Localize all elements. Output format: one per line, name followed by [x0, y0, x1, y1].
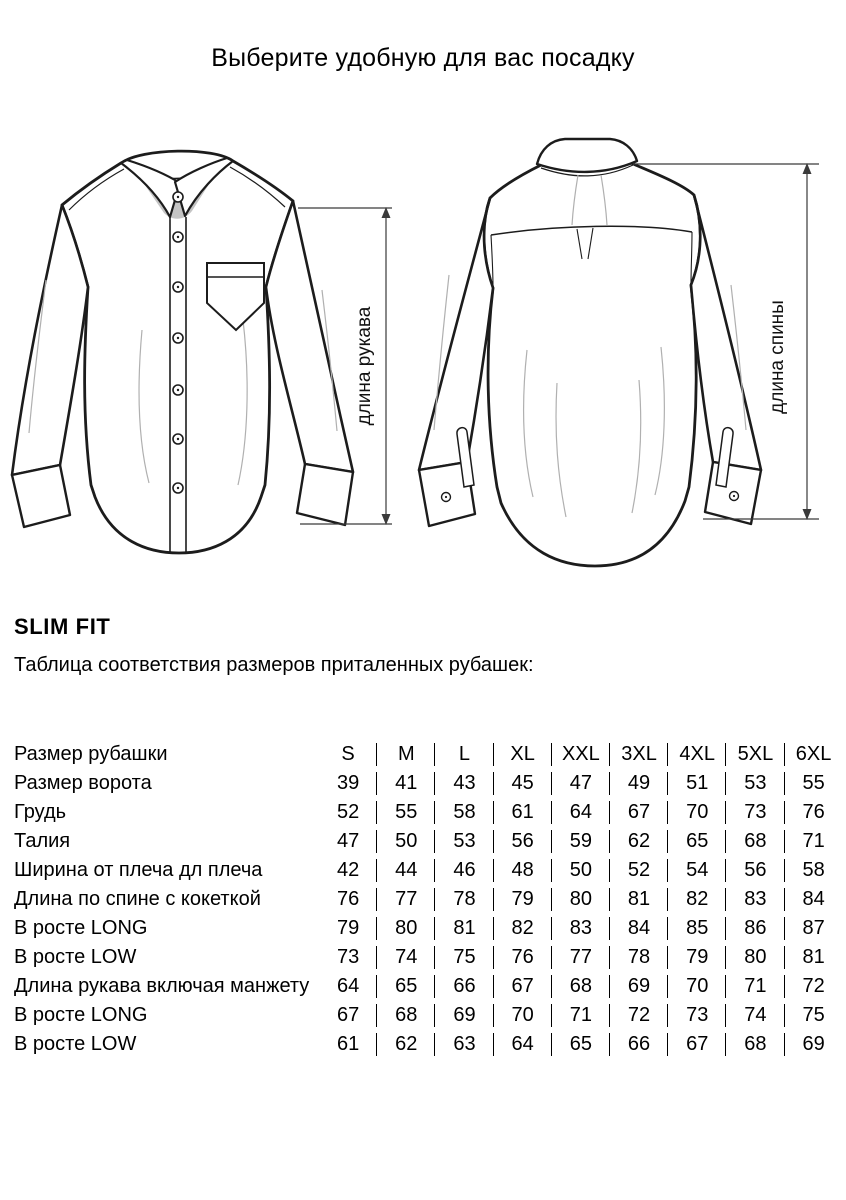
row-label: Длина рукава включая манжету [14, 975, 310, 997]
table-cell: 86 [726, 914, 784, 943]
row-label: Грудь [14, 801, 67, 823]
table-cell: 55 [802, 772, 825, 794]
table-cell: 84 [802, 888, 825, 910]
row-label: Размер ворота [14, 772, 152, 794]
table-cell: 72 [610, 1001, 668, 1030]
table-cell: 79 [494, 885, 552, 914]
table-cell: 6XL [795, 743, 832, 765]
table-cell: 51 [668, 769, 726, 798]
table-cell: 61 [319, 1030, 377, 1059]
shirt-back-left-sleeve [419, 198, 493, 470]
table-cell: 71 [552, 1001, 610, 1030]
table-cell: 69 [610, 972, 668, 1001]
table-row [0, 856, 846, 885]
table-cell: 78 [435, 885, 493, 914]
table-cell: 50 [552, 856, 610, 885]
table-cell: 49 [610, 769, 668, 798]
table-cell: 81 [802, 946, 825, 968]
table-cell: S [319, 740, 377, 769]
table-cell: 67 [610, 798, 668, 827]
table-cell: 48 [494, 856, 552, 885]
table-cell: 42 [319, 856, 377, 885]
table-cell: 68 [377, 1001, 435, 1030]
table-cell: 76 [494, 943, 552, 972]
table-cell: 82 [668, 885, 726, 914]
table-cell: 80 [377, 914, 435, 943]
table-cell: 39 [319, 769, 377, 798]
shirt-front-right-sleeve [266, 201, 353, 472]
table-cell: 72 [802, 975, 825, 997]
table-cell: 47 [552, 769, 610, 798]
table-row [0, 1001, 846, 1030]
table-cell: 52 [610, 856, 668, 885]
row-label: Талия [14, 830, 71, 852]
table-cell: 69 [802, 1033, 825, 1055]
table-cell: 70 [668, 798, 726, 827]
table-cell: 67 [668, 1030, 726, 1059]
row-label: В росте LONG [14, 1004, 148, 1026]
table-cell: 54 [668, 856, 726, 885]
table-cell: 81 [610, 885, 668, 914]
table-cell: 76 [802, 801, 825, 823]
shirt-diagrams [0, 125, 846, 595]
table-cell: 66 [610, 1030, 668, 1059]
table-cell: 44 [377, 856, 435, 885]
table-row [0, 1030, 846, 1059]
table-cell: 4XL [668, 740, 726, 769]
table-cell: 56 [726, 856, 784, 885]
table-row [0, 740, 846, 769]
table-cell: 73 [668, 1001, 726, 1030]
table-cell: 62 [377, 1030, 435, 1059]
table-cell: 70 [668, 972, 726, 1001]
table-cell: 79 [319, 914, 377, 943]
fit-heading: SLIM FIT [14, 614, 111, 639]
table-cell: 65 [377, 972, 435, 1001]
table-cell: 59 [552, 827, 610, 856]
table-cell: 83 [552, 914, 610, 943]
table-cell: L [435, 740, 493, 769]
table-row [0, 827, 846, 856]
table-cell: 74 [726, 1001, 784, 1030]
table-row [0, 769, 846, 798]
table-cell: 70 [494, 1001, 552, 1030]
shirt-back-drawing [405, 125, 846, 595]
table-cell: 71 [726, 972, 784, 1001]
table-cell: 47 [319, 827, 377, 856]
shirt-front-right-cuff [297, 464, 353, 525]
back-length-label: длина спины [767, 300, 788, 414]
table-cell: 61 [494, 798, 552, 827]
row-label: В росте LONG [14, 917, 148, 939]
table-cell: 82 [494, 914, 552, 943]
table-cell: M [377, 740, 435, 769]
table-cell: XL [494, 740, 552, 769]
table-cell: 75 [802, 1004, 825, 1026]
table-cell: 55 [377, 798, 435, 827]
table-cell: 58 [435, 798, 493, 827]
table-cell: 73 [726, 798, 784, 827]
table-row [0, 914, 846, 943]
table-cell: 41 [377, 769, 435, 798]
row-label: В росте LOW [14, 946, 137, 968]
table-row [0, 943, 846, 972]
table-cell: 74 [377, 943, 435, 972]
page-title: Выберите удобную для вас посадку [211, 44, 635, 72]
table-cell: 65 [552, 1030, 610, 1059]
table-cell: 68 [552, 972, 610, 1001]
table-cell: 75 [435, 943, 493, 972]
row-label: Ширина от плеча дл плеча [14, 859, 263, 881]
table-cell: 87 [802, 917, 825, 939]
table-cell: 5XL [726, 740, 784, 769]
table-row [0, 798, 846, 827]
table-cell: 46 [435, 856, 493, 885]
table-cell: 73 [319, 943, 377, 972]
table-cell: 77 [552, 943, 610, 972]
table-cell: 3XL [610, 740, 668, 769]
table-cell: 58 [802, 859, 825, 881]
table-cell: 83 [726, 885, 784, 914]
size-table [0, 740, 846, 1059]
table-cell: 68 [726, 1030, 784, 1059]
table-cell: 66 [435, 972, 493, 1001]
table-cell: 56 [494, 827, 552, 856]
table-cell: 63 [435, 1030, 493, 1059]
row-label: В росте LOW [14, 1033, 137, 1055]
table-cell: 52 [319, 798, 377, 827]
table-row [0, 972, 846, 1001]
table-caption: Таблица соответствия размеров приталенных рубашек: [14, 654, 534, 676]
shirt-front-left-sleeve [12, 205, 88, 475]
shirt-front-left-cuff [12, 465, 70, 527]
row-label: Размер рубашки [14, 743, 168, 765]
table-cell: 81 [435, 914, 493, 943]
table-cell: 45 [494, 769, 552, 798]
table-cell: 67 [494, 972, 552, 1001]
table-cell: 64 [319, 972, 377, 1001]
table-cell: 43 [435, 769, 493, 798]
table-cell: XXL [552, 740, 610, 769]
table-cell: 78 [610, 943, 668, 972]
table-row [0, 885, 846, 914]
table-cell: 53 [435, 827, 493, 856]
table-cell: 50 [377, 827, 435, 856]
sleeve-length-label: длина рукава [354, 306, 375, 426]
table-cell: 79 [668, 943, 726, 972]
table-cell: 77 [377, 885, 435, 914]
table-cell: 67 [319, 1001, 377, 1030]
shirt-back-body [484, 158, 700, 566]
table-cell: 71 [802, 830, 825, 852]
table-cell: 80 [726, 943, 784, 972]
table-cell: 76 [319, 885, 377, 914]
table-cell: 65 [668, 827, 726, 856]
table-cell: 64 [552, 798, 610, 827]
row-label: Длина по спине с кокеткой [14, 888, 261, 910]
table-cell: 53 [726, 769, 784, 798]
table-cell: 80 [552, 885, 610, 914]
table-cell: 84 [610, 914, 668, 943]
table-cell: 62 [610, 827, 668, 856]
shirt-back-collar [537, 139, 637, 172]
table-cell: 69 [435, 1001, 493, 1030]
table-cell: 64 [494, 1030, 552, 1059]
table-cell: 85 [668, 914, 726, 943]
shirt-front-drawing [0, 125, 410, 595]
table-cell: 68 [726, 827, 784, 856]
